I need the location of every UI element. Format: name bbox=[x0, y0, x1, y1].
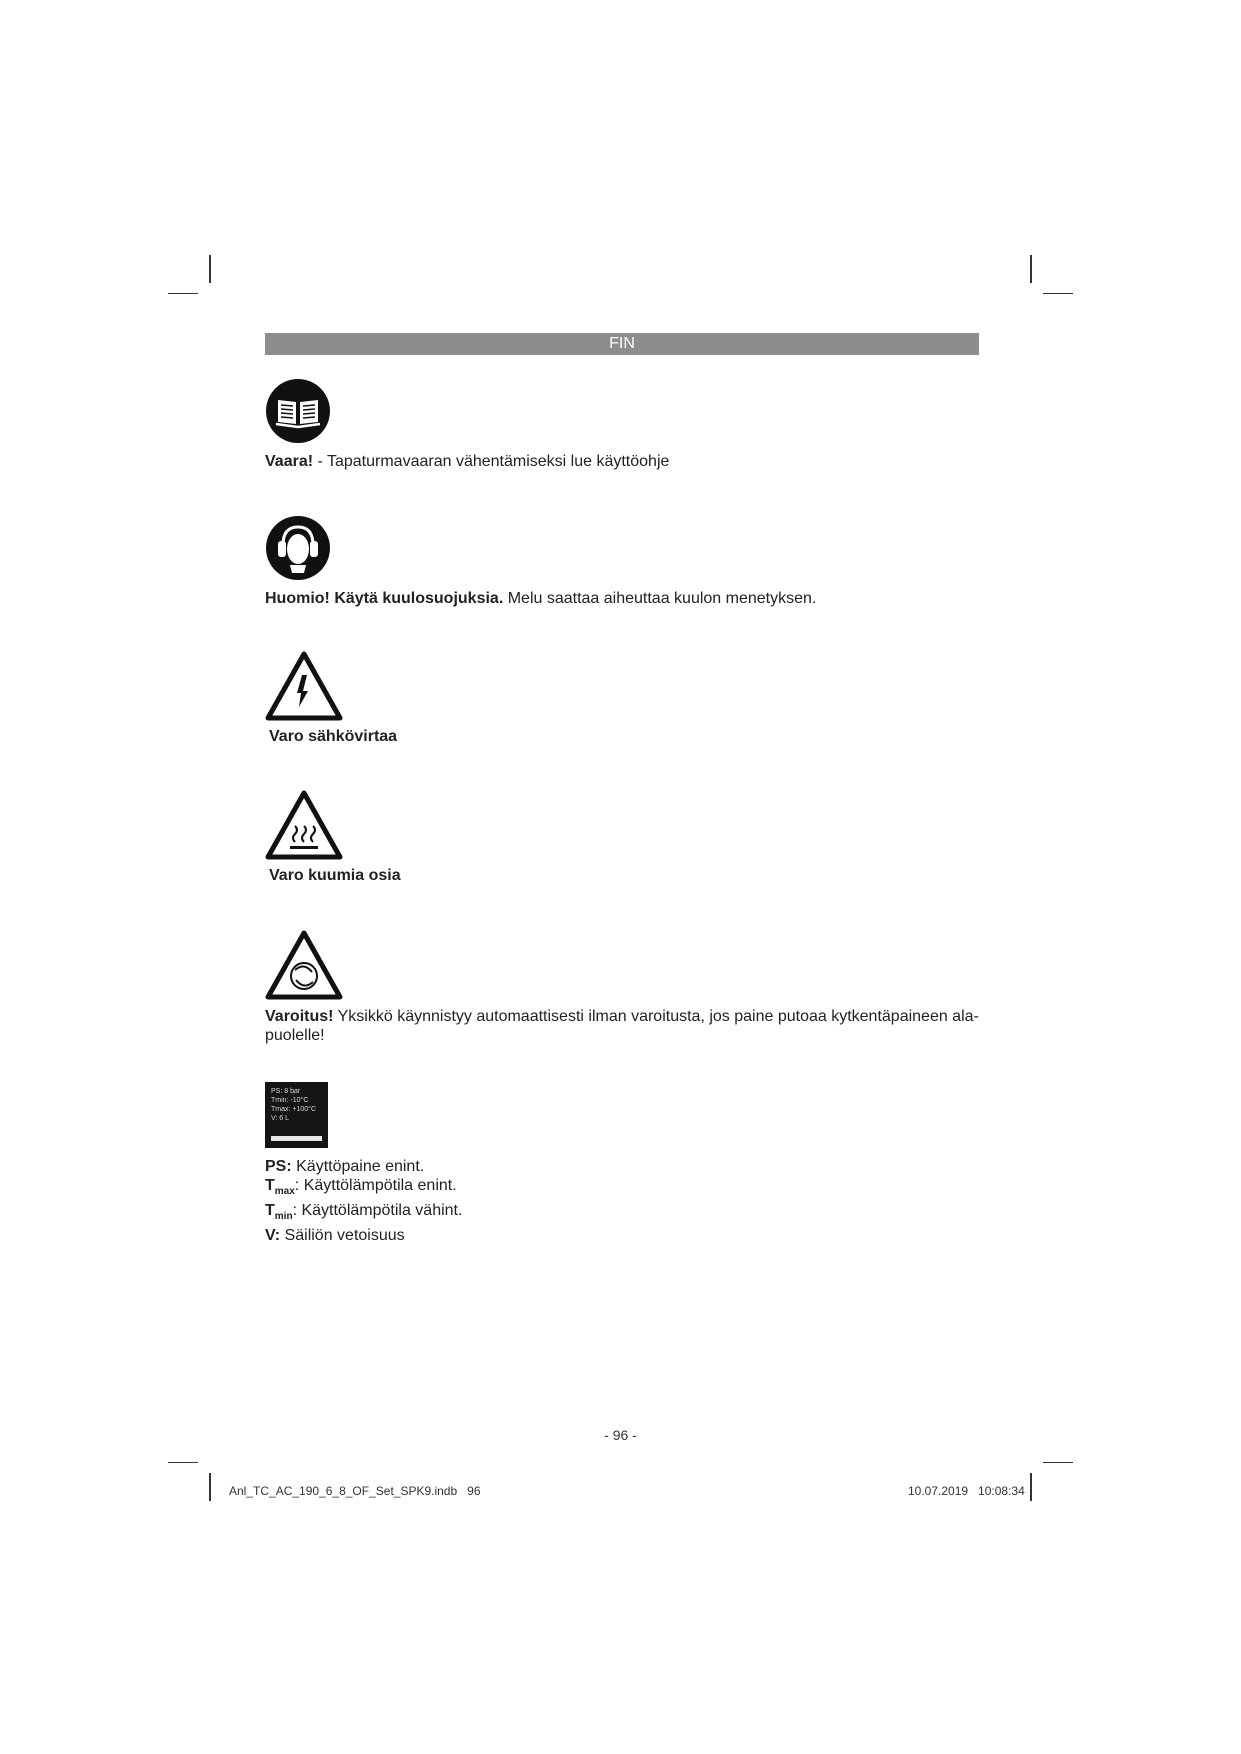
auto-start-text-1: Yksikkö käynnistyy automaattisesti ilman varoitusta, jos paine putoaa kytkentäpaineen ala- bbox=[337, 1008, 979, 1025]
book-icon bbox=[265, 378, 331, 444]
def-ps bbox=[265, 1157, 462, 1176]
def-v-label: V: bbox=[265, 1227, 281, 1245]
crop-mark-top-left-h bbox=[168, 293, 198, 294]
hot-parts-warning bbox=[269, 866, 401, 885]
def-tmin-sub: min bbox=[274, 1211, 293, 1223]
crop-mark-bottom-right-h bbox=[1043, 1462, 1073, 1463]
plate-ps: PS: 8 bar bbox=[271, 1088, 301, 1095]
ear-protection-icon bbox=[265, 515, 331, 581]
rating-plate bbox=[265, 1082, 328, 1148]
ear-protection-strong: Huomio! Käytä kuulosuojuksia. bbox=[265, 590, 504, 607]
language-header: FIN bbox=[265, 333, 979, 355]
def-tmax bbox=[265, 1176, 462, 1201]
def-v-text: Säiliön vetoisuus bbox=[280, 1227, 405, 1245]
auto-start-line-1 bbox=[265, 1007, 979, 1026]
crop-mark-top-left-v bbox=[209, 255, 211, 283]
plate-tmin: Tmin: -10°C bbox=[271, 1097, 309, 1104]
plate-strip bbox=[271, 1136, 322, 1141]
crop-mark-top-right-v bbox=[1030, 255, 1032, 283]
electric-strong: Varo sähkövirtaa bbox=[269, 728, 398, 745]
page-number: - 96 - bbox=[604, 1427, 637, 1443]
def-tmin-label: T bbox=[265, 1202, 275, 1220]
electric-hazard-icon bbox=[265, 651, 343, 721]
auto-start-strong: Varoitus! bbox=[265, 1008, 334, 1025]
crop-mark-bottom-left-v bbox=[209, 1473, 211, 1501]
crop-mark-top-right-h bbox=[1043, 293, 1073, 294]
hot-surface-icon bbox=[265, 790, 343, 860]
def-tmin bbox=[265, 1201, 462, 1226]
def-ps-label: PS: bbox=[265, 1158, 292, 1175]
electric-warning bbox=[269, 727, 397, 746]
def-tmin-text: : Käyttölämpötila vähint. bbox=[292, 1202, 463, 1220]
hot-parts-strong: Varo kuumia osia bbox=[269, 867, 401, 884]
def-tmax-text: : Käyttölämpötila enint. bbox=[294, 1177, 457, 1194]
read-manual-warning bbox=[265, 452, 669, 471]
read-manual-text: - Tapaturmavaaran vähentämiseksi lue käyttöohje bbox=[313, 453, 670, 470]
ear-protection-warning bbox=[265, 589, 816, 608]
plate-v: V: 6 L bbox=[271, 1115, 290, 1122]
crop-mark-bottom-left-h bbox=[168, 1462, 198, 1463]
footer-file: Anl_TC_AC_190_6_8_OF_Set_SPK9.indb 96 bbox=[229, 1484, 481, 1498]
auto-start-line-2: puolelle! bbox=[265, 1027, 325, 1044]
crop-mark-bottom-right-v bbox=[1030, 1473, 1032, 1501]
auto-start-warning bbox=[265, 1007, 979, 1045]
read-manual-strong: Vaara! bbox=[265, 453, 314, 470]
def-tmax-label: T bbox=[265, 1177, 275, 1194]
auto-start-icon bbox=[265, 930, 343, 1000]
footer-datetime: 10.07.2019 10:08:34 bbox=[908, 1484, 1025, 1498]
definition-list bbox=[265, 1157, 462, 1245]
ear-protection-text: Melu saattaa aiheuttaa kuulon menetyksen. bbox=[503, 590, 817, 607]
def-v bbox=[265, 1226, 462, 1245]
def-ps-text: Käyttöpaine enint. bbox=[291, 1158, 425, 1175]
plate-tmax: Tmax: +100°C bbox=[271, 1106, 317, 1113]
def-tmax-sub: max bbox=[274, 1186, 295, 1198]
